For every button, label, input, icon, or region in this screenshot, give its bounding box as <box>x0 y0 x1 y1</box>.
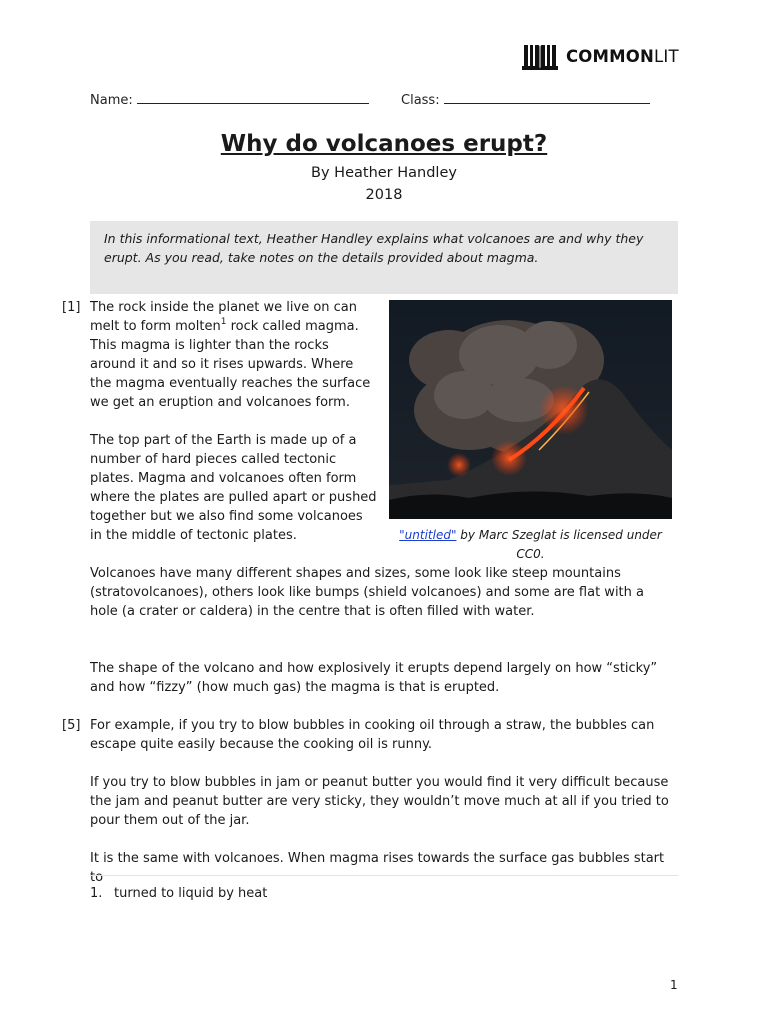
paragraph-4: The shape of the volcano and how explosively it erupts depend largely on how “sticky” and how “fizzy” (how much gas) the magma is that is erupted. <box>90 661 658 695</box>
paragraph-2: The top part of the Earth is made up of a number of hard pieces called tectonic plates. Magma and volcanoes often form where the plates are pulled apart or pushed together but we also find some volcanoes in the middle of tectonic plates. <box>90 433 377 543</box>
paragraph-7: It is the same with volcanoes. When magma rises towards the surface gas bubbles start to <box>90 851 665 885</box>
paragraph-3: Volcanoes have many different shapes and sizes, some look like steep mountains (stratovolcanoes), others look like bumps (shield volcanoes) and some are flat with a hole (a crater or caldera) in the centre that is often filled with water. <box>90 566 644 619</box>
paragraph-5: For example, if you try to blow bubbles in cooking oil through a straw, the bubbles can escape quite easily because the cooking oil is runny. <box>90 718 655 752</box>
paragraph-6: If you try to blow bubbles in jam or peanut butter you would find it very difficult because the jam and peanut butter are very sticky, they wouldn’t move much at all if you tried to pour them out of the jar. <box>90 775 669 828</box>
intro-text: In this informational text, Heather Handley explains what volcanoes are and why they erupt. As you read, take notes on the details provided about magma. <box>104 231 644 265</box>
open-book-icon <box>522 42 558 70</box>
image-caption: "untitled" by Marc Szeglat is licensed under CC0. <box>399 528 662 561</box>
volcano-illustration <box>389 300 672 519</box>
volcano-photo <box>389 300 672 519</box>
publication-year: 2018 <box>365 187 403 203</box>
name-field[interactable] <box>90 91 369 108</box>
intro-box <box>90 221 678 294</box>
page-number: 1 <box>670 978 678 992</box>
author-byline: By Heather Handley <box>311 165 457 181</box>
class-field[interactable] <box>401 91 650 108</box>
footnote-ref: 1 <box>220 316 227 327</box>
footnote-divider <box>90 875 678 876</box>
page-title: Why do volcanoes erupt? <box>220 131 548 157</box>
paragraph-1: The rock inside the planet we live on can melt to form molten$^1$ rock called magma. This magma is lighter than the rocks around it and so it rises upwards. Where the magma eventually reaches the surface we get an eruption and volcanoes form. <box>90 300 371 410</box>
class-line[interactable] <box>444 91 650 104</box>
commonlit-logo <box>522 42 679 70</box>
name-label: Name: <box>90 93 133 108</box>
name-line[interactable] <box>137 91 369 104</box>
paragraph-number: [1] <box>62 300 81 315</box>
image-source-link[interactable]: "untitled" <box>399 528 457 542</box>
footnote-item: 1. turned to liquid by heat <box>90 886 268 901</box>
logo-wordmark: COMMONLIT <box>566 46 679 66</box>
class-label: Class: <box>401 93 440 108</box>
paragraph-number: [5] <box>62 718 81 733</box>
